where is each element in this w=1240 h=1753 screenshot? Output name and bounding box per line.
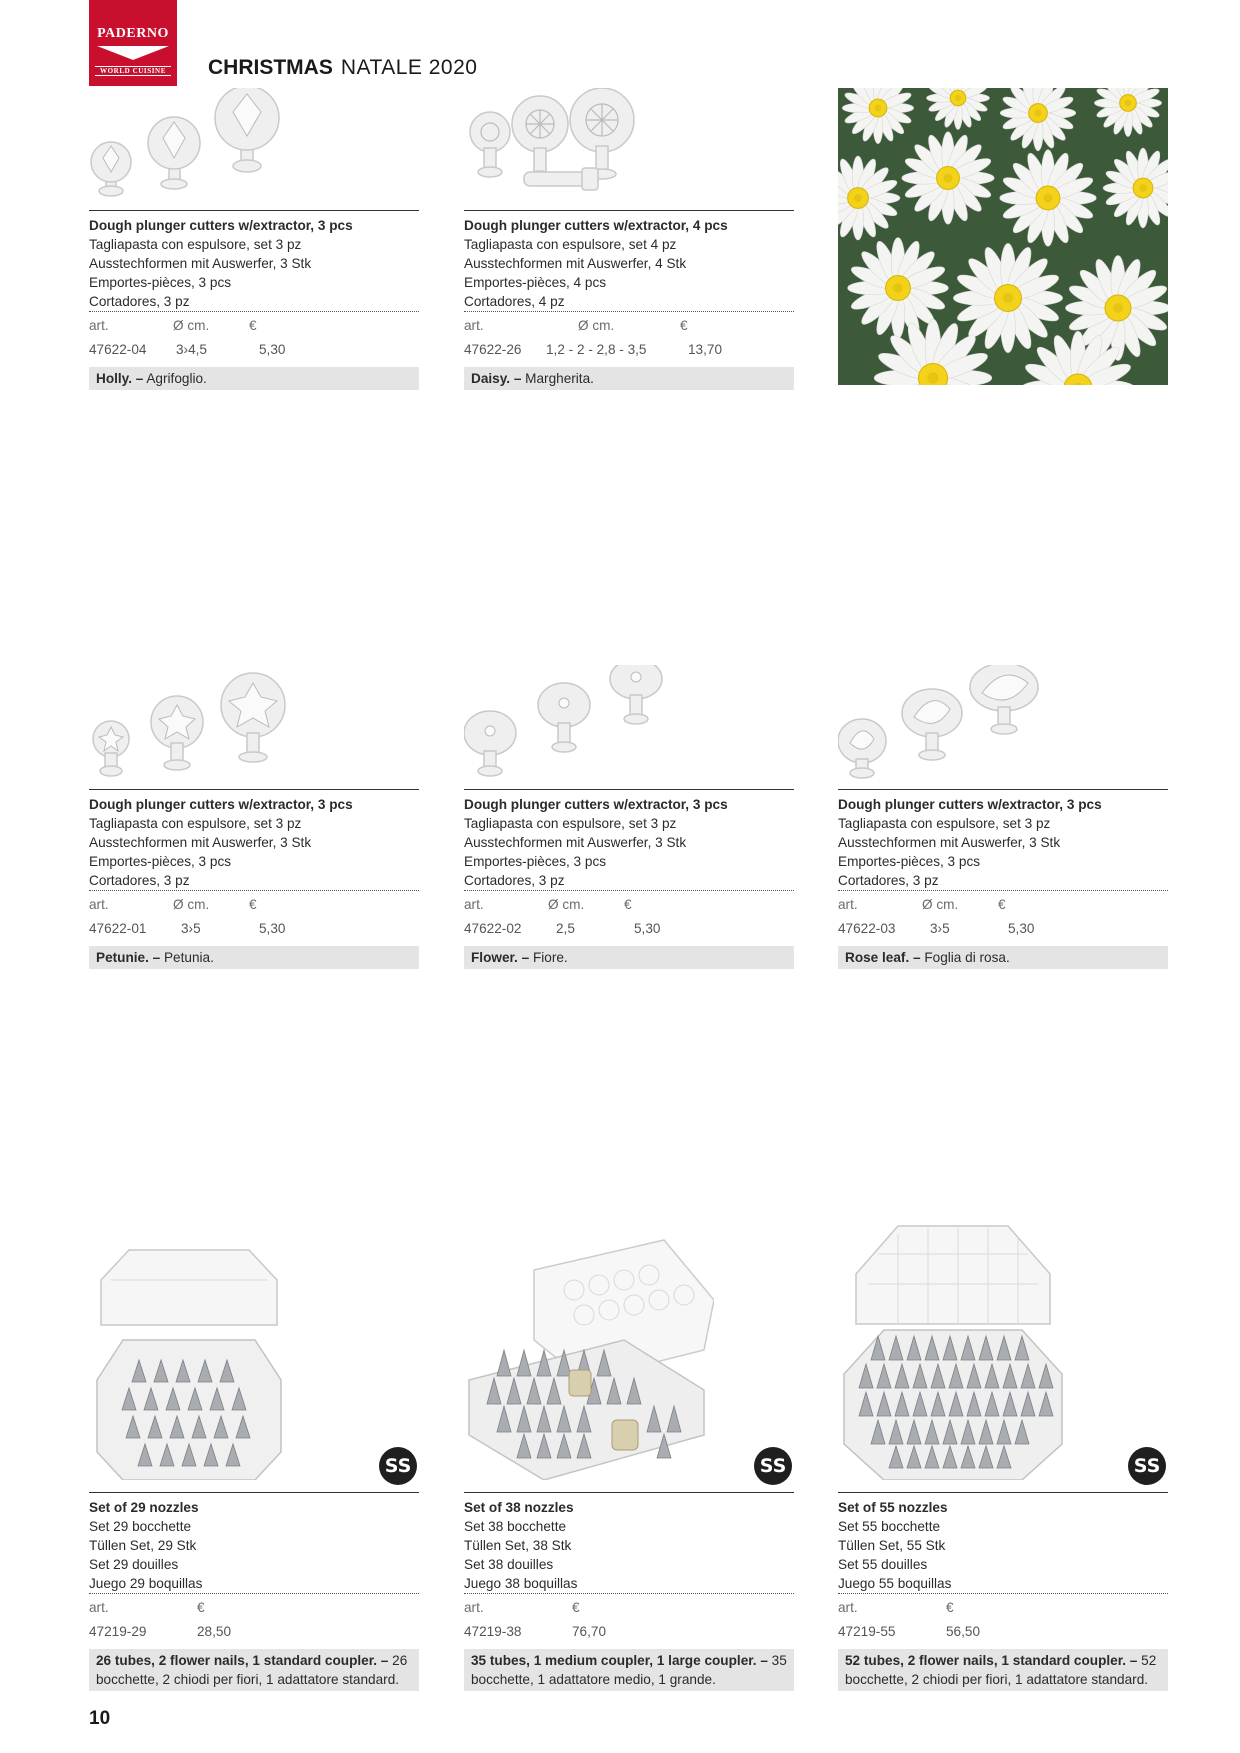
holly-plunger-cutters-image [89, 88, 299, 206]
name-it: Set 29 bocchette [89, 1519, 192, 1534]
note-rest: 52 bocchette, 2 chiodi per fiori, 1 adattatore standard. [845, 1653, 1157, 1687]
nozzle-set-55-image [838, 1214, 1068, 1480]
page-title [208, 56, 477, 80]
spec-row [464, 917, 794, 940]
name-it: Tagliapasta con espulsore, set 4 pz [464, 237, 677, 252]
name-fr: Set 29 douilles [89, 1557, 179, 1572]
name-en: Dough plunger cutters w/extractor, 4 pcs [464, 218, 728, 233]
spec-row [464, 1620, 794, 1643]
name-en: Dough plunger cutters w/extractor, 3 pcs [89, 797, 353, 812]
price: 5,30 [259, 342, 286, 357]
product-text [89, 789, 419, 969]
art-code: 47622-04 [89, 342, 147, 357]
logo-brand: PADERNO [97, 26, 169, 41]
product-note [89, 1649, 419, 1691]
spec-row [838, 1620, 1168, 1643]
name-de: Ausstechformen mit Auswerfer, 3 Stk [464, 835, 687, 850]
name-fr: Emportes-pièces, 3 pcs [89, 854, 232, 869]
price: 5,30 [259, 921, 286, 936]
name-es: Cortadores, 4 pz [464, 292, 794, 312]
rose-leaf-plunger-cutters-image [838, 665, 1048, 783]
name-es: Cortadores, 3 pz [89, 871, 419, 891]
spec-row [464, 338, 794, 361]
name-fr: Set 38 douilles [464, 1557, 554, 1572]
logo-chevron-icon [97, 46, 169, 60]
art-code: 47622-03 [838, 921, 896, 936]
stainless-steel-badge: SS [379, 1447, 417, 1485]
price: 13,70 [688, 342, 723, 357]
name-fr: Set 55 douilles [838, 1557, 928, 1572]
name-en: Set of 29 nozzles [89, 1500, 199, 1515]
spec-header [89, 893, 419, 916]
product-text [464, 789, 794, 969]
name-es: Juego 38 boquillas [464, 1574, 794, 1594]
name-en: Set of 38 nozzles [464, 1500, 574, 1515]
note-rest: Agrifoglio. [143, 371, 207, 386]
note-rest: 35 bocchette, 1 adattatore medio, 1 grande. [471, 1653, 787, 1687]
name-it: Tagliapasta con espulsore, set 3 pz [838, 816, 1051, 831]
name-de: Ausstechformen mit Auswerfer, 4 Stk [464, 256, 687, 271]
note-rest: Fiore. [529, 950, 568, 965]
stainless-steel-badge: SS [754, 1447, 792, 1485]
diameter: 1,2 - 2 - 2,8 - 3,5 [546, 342, 647, 357]
note-bold: 52 tubes, 2 flower nails, 1 standard coupler. – [845, 1653, 1138, 1668]
spec-header [464, 893, 794, 916]
product-text [838, 1492, 1168, 1691]
note-bold: 35 tubes, 1 medium coupler, 1 large coupler. – [471, 1653, 768, 1668]
product-text [89, 210, 419, 390]
title-christmas: CHRISTMAS [208, 56, 333, 79]
name-it: Set 38 bocchette [464, 1519, 567, 1534]
note-rest: 26 bocchette, 2 chiodi per fiori, 1 adattatore standard. [96, 1653, 408, 1687]
col-price: € [680, 318, 688, 333]
spec-header [89, 314, 419, 337]
nozzle-set-29-image [89, 1230, 289, 1480]
price: 28,50 [197, 1624, 232, 1639]
diameter: 3›5 [930, 921, 950, 936]
spec-row [838, 917, 1168, 940]
col-price: € [998, 897, 1006, 912]
art-code: 47622-26 [464, 342, 522, 357]
name-de: Ausstechformen mit Auswerfer, 3 Stk [89, 256, 312, 271]
product-text [464, 1492, 794, 1691]
price: 5,30 [1008, 921, 1035, 936]
name-fr: Emportes-pièces, 3 pcs [838, 854, 981, 869]
col-art: art. [464, 318, 484, 333]
note-rest: Petunia. [160, 950, 214, 965]
name-es: Juego 29 boquillas [89, 1574, 419, 1594]
product-note [89, 946, 419, 969]
note-rest: Margherita. [521, 371, 594, 386]
title-natale: NATALE 2020 [340, 56, 478, 79]
name-it: Tagliapasta con espulsore, set 3 pz [464, 816, 677, 831]
name-de: Tüllen Set, 55 Stk [838, 1538, 946, 1553]
name-en: Set of 55 nozzles [838, 1500, 948, 1515]
product-text [89, 1492, 419, 1691]
product-note [464, 367, 794, 390]
product-text [464, 210, 794, 390]
col-diam: Ø cm. [173, 897, 210, 912]
name-de: Ausstechformen mit Auswerfer, 3 Stk [838, 835, 1061, 850]
col-art: art. [464, 897, 484, 912]
col-art: art. [89, 1600, 109, 1615]
name-de: Tüllen Set, 38 Stk [464, 1538, 572, 1553]
col-price: € [624, 897, 632, 912]
art-code: 47219-38 [464, 1624, 522, 1639]
product-note [464, 946, 794, 969]
stainless-steel-badge: SS [1128, 1447, 1166, 1485]
diameter: 3›4,5 [176, 342, 207, 357]
col-price: € [249, 897, 257, 912]
note-bold: Rose leaf. – [845, 950, 921, 965]
product-note [464, 1649, 794, 1691]
spec-header [464, 314, 794, 337]
note-bold: Flower. – [471, 950, 530, 965]
name-fr: Emportes-pièces, 4 pcs [464, 275, 607, 290]
daisy-plunger-cutters-image [464, 88, 674, 206]
flower-plunger-cutters-image [464, 665, 674, 783]
spec-row [89, 917, 419, 940]
col-art: art. [838, 1600, 858, 1615]
spec-row [89, 1620, 419, 1643]
art-code: 47219-55 [838, 1624, 896, 1639]
spec-header [464, 1596, 794, 1619]
col-art: art. [89, 318, 109, 333]
nozzle-set-38-image [464, 1230, 714, 1480]
petunia-plunger-cutters-image [89, 665, 299, 783]
name-en: Dough plunger cutters w/extractor, 3 pcs [89, 218, 353, 233]
name-de: Ausstechformen mit Auswerfer, 3 Stk [89, 835, 312, 850]
col-diam: Ø cm. [173, 318, 210, 333]
diameter: 3›5 [181, 921, 201, 936]
page-number: 10 [89, 1708, 111, 1729]
col-art: art. [464, 1600, 484, 1615]
diameter: 2,5 [556, 921, 575, 936]
name-en: Dough plunger cutters w/extractor, 3 pcs [464, 797, 728, 812]
note-bold: 26 tubes, 2 flower nails, 1 standard coupler. – [96, 1653, 389, 1668]
price: 5,30 [634, 921, 661, 936]
spec-header [838, 893, 1168, 916]
art-code: 47622-02 [464, 921, 522, 936]
name-fr: Emportes-pièces, 3 pcs [89, 275, 232, 290]
logo-tagline: WORLD CUISINE [95, 66, 171, 76]
note-bold: Daisy. – [471, 371, 522, 386]
name-en: Dough plunger cutters w/extractor, 3 pcs [838, 797, 1102, 812]
name-it: Set 55 bocchette [838, 1519, 941, 1534]
note-bold: Holly. – [96, 371, 144, 386]
product-note [838, 946, 1168, 969]
col-price: € [946, 1600, 954, 1615]
col-diam: Ø cm. [578, 318, 615, 333]
name-es: Juego 55 boquillas [838, 1574, 1168, 1594]
col-art: art. [89, 897, 109, 912]
paderno-logo [89, 0, 177, 86]
col-price: € [572, 1600, 580, 1615]
name-es: Cortadores, 3 pz [464, 871, 794, 891]
product-text [838, 789, 1168, 969]
name-it: Tagliapasta con espulsore, set 3 pz [89, 816, 302, 831]
col-price: € [197, 1600, 205, 1615]
name-es: Cortadores, 3 pz [89, 292, 419, 312]
price: 56,50 [946, 1624, 981, 1639]
col-art: art. [838, 897, 858, 912]
col-diam: Ø cm. [548, 897, 585, 912]
price: 76,70 [572, 1624, 607, 1639]
spec-header [89, 1596, 419, 1619]
product-note [89, 367, 419, 390]
note-rest: Foglia di rosa. [920, 950, 1010, 965]
col-price: € [249, 318, 257, 333]
art-code: 47219-29 [89, 1624, 147, 1639]
name-de: Tüllen Set, 29 Stk [89, 1538, 197, 1553]
name-fr: Emportes-pièces, 3 pcs [464, 854, 607, 869]
col-diam: Ø cm. [922, 897, 959, 912]
product-note [838, 1649, 1168, 1691]
spec-header [838, 1596, 1168, 1619]
name-es: Cortadores, 3 pz [838, 871, 1168, 891]
note-bold: Petunie. – [96, 950, 161, 965]
spec-row [89, 338, 419, 361]
name-it: Tagliapasta con espulsore, set 3 pz [89, 237, 302, 252]
daisy-fondant-photo [838, 88, 1168, 385]
art-code: 47622-01 [89, 921, 147, 936]
